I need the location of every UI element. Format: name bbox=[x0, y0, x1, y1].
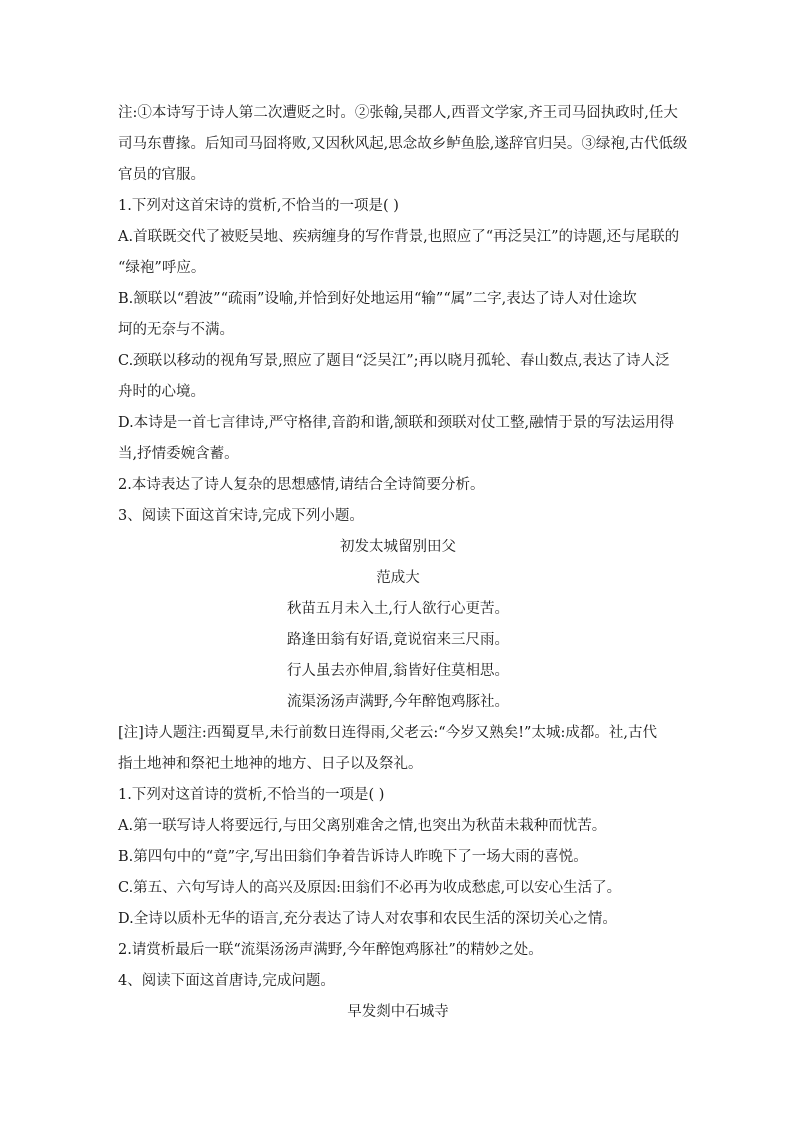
option-c-line2: 舟时的心境。 bbox=[118, 384, 205, 400]
poem-note-line: [注]诗人题注:西蜀夏旱,未行前数日连得雨,父老云:“今岁又熟矣!”太城:成都。社,古代 bbox=[118, 725, 657, 741]
poem-verse: 流渠汤汤声满野,今年醉饱鸡豚社。 bbox=[286, 694, 510, 710]
poem-title: 初发太城留别田父 bbox=[340, 539, 456, 555]
poem-note-line: 指土地神和祭祀土地神的地方、日子以及祭礼。 bbox=[118, 756, 423, 772]
option-d: D.全诗以质朴无华的语言,充分表达了诗人对农事和农民生活的深切关心之情。 bbox=[118, 911, 617, 927]
option-b-line2: 坷的无奈与不满。 bbox=[118, 322, 234, 338]
poem-verse: 秋苗五月未入土,行人欲行心更苦。 bbox=[286, 601, 510, 617]
question-2: 2.请赏析最后一联“流渠汤汤声满野,今年醉饱鸡豚社”的精妙之处。 bbox=[118, 942, 543, 958]
poem-verse: 行人虽去亦伸眉,翁皆好住莫相思。 bbox=[286, 663, 510, 679]
option-b-line1: B.颔联以“碧波”“疏雨”设喻,并恰到好处地运用“输”“属”二字,表达了诗人对仕途坎 bbox=[118, 291, 637, 307]
option-a-line1: A.首联既交代了被贬吴地、疾病缠身的写作背景,也照应了“再泛吴江”的诗题,还与尾联的 bbox=[118, 229, 680, 245]
note-line: 官员的官服。 bbox=[118, 167, 205, 183]
option-b: B.第四句中的“竟”字,写出田翁们争着告诉诗人昨晚下了一场大雨的喜悦。 bbox=[118, 849, 588, 865]
section-3-heading: 3、阅读下面这首宋诗,完成下列小题。 bbox=[118, 508, 364, 524]
question-2: 2.本诗表达了诗人复杂的思想感情,请结合全诗简要分析。 bbox=[118, 477, 485, 493]
poem-title: 早发剡中石城寺 bbox=[347, 1004, 449, 1020]
option-c: C.第五、六句写诗人的高兴及原因:田翁们不必再为收成愁虑,可以安心生活了。 bbox=[118, 880, 622, 896]
option-c-line1: C.颈联以移动的视角写景,照应了题目“泛吴江”;再以晓月孤轮、春山数点,表达了诗人泛 bbox=[118, 353, 670, 369]
question-stem: 1.下列对这首宋诗的赏析,不恰当的一项是( ) bbox=[118, 198, 399, 214]
option-a: A.第一联写诗人将要远行,与田父离别难舍之情,也突出为秋苗未栽种而忧苦。 bbox=[118, 818, 607, 834]
note-line: 注:①本诗写于诗人第二次遭贬之时。②张翰,吴郡人,西晋文学家,齐王司马囧执政时,任大 bbox=[118, 105, 678, 121]
poem-author: 范成大 bbox=[376, 570, 420, 586]
question-stem: 1.下列对这首诗的赏析,不恰当的一项是( ) bbox=[118, 787, 385, 803]
option-a-line2: “绿袍”呼应。 bbox=[118, 260, 206, 276]
section-4-heading: 4、阅读下面这首唐诗,完成问题。 bbox=[118, 973, 335, 989]
document-page bbox=[118, 98, 688, 1028]
note-line: 司马东曹掾。后知司马囧将败,又因秋风起,思念故乡鲈鱼脍,遂辞官归吴。③绿袍,古代低级 bbox=[118, 136, 688, 152]
option-d-line2: 当,抒情委婉含蓄。 bbox=[118, 446, 239, 462]
option-d-line1: D.本诗是一首七言律诗,严守格律,音韵和谐,颔联和颈联对仗工整,融情于景的写法运用得 bbox=[118, 415, 675, 431]
poem-verse: 路逢田翁有好语,竟说宿来三尺雨。 bbox=[286, 632, 510, 648]
